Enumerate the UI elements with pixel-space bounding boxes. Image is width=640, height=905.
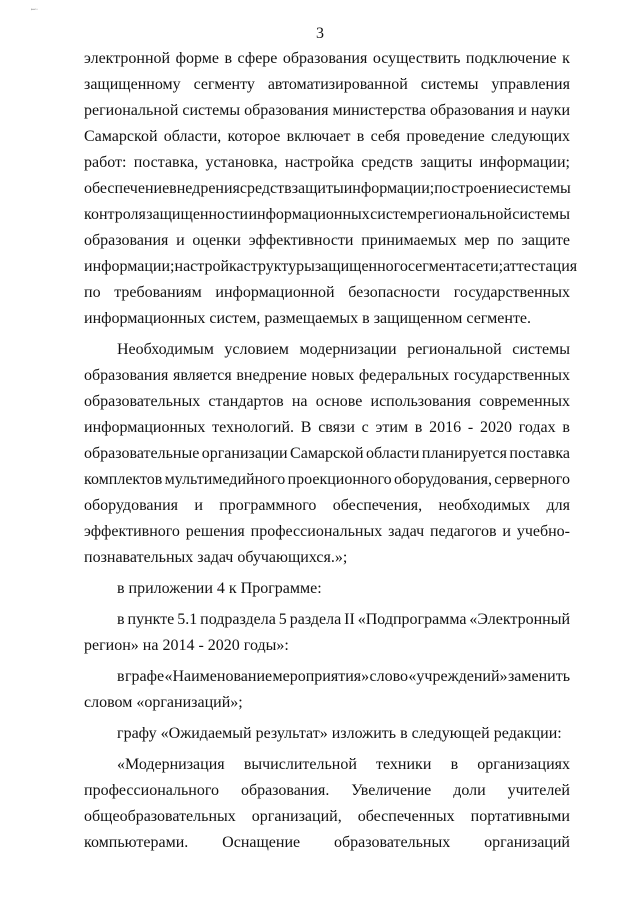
word: в — [562, 419, 570, 436]
word: контроля — [84, 206, 146, 223]
word: управления — [491, 76, 570, 93]
word: сфере — [237, 50, 278, 67]
word: основе — [315, 393, 363, 410]
word: принимаемых — [361, 232, 457, 249]
word: требованиям — [114, 284, 202, 301]
word: программного — [219, 497, 317, 514]
word: образования — [429, 102, 515, 119]
word: образования — [244, 102, 329, 119]
word: графе — [124, 668, 165, 685]
word: информации; — [479, 154, 570, 171]
word: Самарской — [84, 128, 158, 145]
word: общеобразовательных — [84, 808, 236, 825]
word: технологий. — [212, 419, 295, 436]
text-line: информационных систем, размещаемых в защищенном сегменте. — [84, 310, 532, 327]
word: форме — [175, 50, 219, 67]
word: связи — [318, 419, 355, 436]
word: «учреждений» — [408, 668, 508, 685]
word: в — [450, 756, 459, 773]
text-line — [84, 607, 570, 633]
word: организациях — [477, 756, 570, 773]
text-line — [84, 228, 570, 254]
body-text — [84, 46, 578, 856]
text-line — [84, 363, 570, 389]
word: планируется — [421, 445, 507, 462]
word: системы — [513, 180, 571, 197]
text-line — [84, 254, 578, 280]
text-line — [84, 124, 570, 150]
word: пункте — [127, 611, 175, 628]
text-line: в приложении 4 к Программе: — [117, 580, 322, 597]
text-line — [84, 752, 570, 778]
word: системы — [512, 341, 570, 358]
word: информации; — [84, 258, 175, 275]
word: в — [356, 128, 365, 145]
word: системы — [512, 206, 570, 223]
word: себя — [370, 128, 401, 145]
text-line: познавательных задач обучающихся.»; — [84, 549, 348, 566]
word: федеральных — [358, 367, 450, 384]
word: педагогов — [429, 523, 497, 540]
word: систем — [370, 206, 418, 223]
word: образования — [84, 367, 169, 384]
word: «Подпрограмма — [357, 611, 467, 628]
word: на — [291, 393, 308, 410]
text-line — [84, 337, 570, 363]
word: региональной — [417, 206, 512, 223]
text-line — [84, 46, 570, 72]
word: информационных — [84, 419, 206, 436]
word: следующих — [491, 128, 570, 145]
word: в — [224, 50, 233, 67]
word: сети; — [468, 258, 504, 275]
word: профессиональных — [250, 523, 383, 540]
text-line: словом «организаций»; — [84, 694, 243, 711]
word: региональной — [84, 102, 179, 119]
word: поставка, — [133, 154, 199, 171]
word: и — [518, 102, 527, 119]
word: В — [300, 419, 312, 436]
word: необходимых — [438, 497, 531, 514]
text-line — [84, 280, 570, 306]
word: обеспечения, — [332, 497, 423, 514]
word: государственных — [453, 284, 570, 301]
word: проведение — [406, 128, 485, 145]
word: современных — [479, 393, 570, 410]
word: Самарской — [290, 445, 364, 462]
word: модернизации — [299, 341, 397, 358]
word: оборудования, — [393, 471, 492, 488]
text-line — [84, 176, 570, 202]
text-line — [84, 202, 570, 228]
word: в — [117, 668, 125, 685]
word: в — [117, 611, 125, 628]
text-line — [84, 519, 570, 545]
text-line — [84, 830, 570, 856]
word: Увеличение — [351, 782, 432, 799]
word: учебно- — [516, 523, 570, 540]
word: вычислительной — [243, 756, 357, 773]
word: внедрения — [169, 180, 240, 197]
word: мер — [464, 232, 490, 249]
word: Оснащение — [222, 834, 301, 851]
word: с — [361, 419, 369, 436]
word: средств — [361, 154, 413, 171]
word: по — [497, 232, 514, 249]
word: II — [344, 611, 355, 628]
word: сегмента — [407, 258, 469, 275]
word: работ: — [84, 154, 127, 171]
word: этим — [375, 419, 409, 436]
text-line — [84, 441, 570, 467]
word: образовательные — [84, 445, 200, 462]
word: является — [172, 367, 232, 384]
word: безопасности — [348, 284, 441, 301]
word: «Модернизация — [117, 756, 225, 773]
word: установка, — [205, 154, 278, 171]
word: мероприятия» — [272, 668, 370, 685]
word: серверного — [494, 471, 570, 488]
word: эффективности — [248, 232, 354, 249]
text-line — [84, 778, 570, 804]
word: комплектов — [84, 471, 163, 488]
word: оценки — [192, 232, 241, 249]
word: защиты — [291, 180, 344, 197]
word: защиты — [420, 154, 473, 171]
word: информационных — [248, 206, 370, 223]
word: включает — [286, 128, 351, 145]
word: региональной — [407, 341, 502, 358]
word: эффективного — [84, 523, 180, 540]
text-line — [84, 467, 570, 493]
word: образовательных — [334, 834, 451, 851]
word: науки — [530, 102, 570, 119]
word: министерства — [332, 102, 426, 119]
word: образовательных — [84, 393, 201, 410]
word: задач — [388, 523, 425, 540]
word: учителей — [507, 782, 570, 799]
word: Необходимым — [117, 341, 214, 358]
word: слово — [369, 668, 409, 685]
word: сегменту — [193, 76, 255, 93]
word: профессионального — [84, 782, 220, 799]
word: проекционного — [287, 471, 392, 488]
word: компьютерами. — [84, 834, 189, 851]
word: государственных — [453, 367, 570, 384]
word: по — [84, 284, 101, 301]
word: системы — [420, 76, 479, 93]
word: информации; — [343, 180, 435, 197]
word: области, — [163, 128, 222, 145]
word: и — [194, 497, 203, 514]
word: образования — [282, 50, 368, 67]
word: построение — [434, 180, 514, 197]
text-line — [84, 72, 570, 98]
word: области — [365, 445, 420, 462]
word: и — [176, 232, 185, 249]
word: к — [562, 50, 570, 67]
word: заменить — [507, 668, 570, 685]
word: которое — [227, 128, 281, 145]
word: условием — [224, 341, 289, 358]
word: доли — [453, 782, 486, 799]
word: настройка — [174, 258, 244, 275]
word: внедрение — [236, 367, 307, 384]
text-line: графу «Ожидаемый результат» изложить в следующей редакции: — [117, 725, 562, 742]
word: образования — [84, 232, 169, 249]
word: обеспеченных — [357, 808, 455, 825]
word: образования. — [240, 782, 330, 799]
word: - — [467, 419, 474, 436]
page-number: 3 — [316, 25, 324, 42]
word: и — [502, 523, 511, 540]
word: «Электронный — [469, 611, 570, 628]
word: настройка — [284, 154, 354, 171]
text-line — [84, 415, 570, 441]
word: осуществить — [372, 50, 461, 67]
text-line — [84, 804, 570, 830]
word: в — [414, 419, 423, 436]
word: 5 — [278, 611, 287, 628]
word: системы — [182, 102, 241, 119]
word: использования — [370, 393, 471, 410]
word: поставка — [509, 445, 570, 462]
word: портативными — [470, 808, 570, 825]
text-line — [84, 150, 570, 176]
word: обеспечение — [84, 180, 170, 197]
text-line: регион» на 2014 - 2020 годы»: — [84, 637, 289, 654]
word: решения — [185, 523, 245, 540]
text-line — [84, 389, 570, 415]
text-line — [84, 98, 570, 124]
word: подключение — [465, 50, 557, 67]
word: защите — [521, 232, 570, 249]
word: подраздела — [200, 611, 276, 628]
word: защищенности — [146, 206, 249, 223]
word: годах — [518, 419, 556, 436]
text-line — [84, 664, 570, 690]
word: для — [546, 497, 570, 514]
word: 5.1 — [177, 611, 198, 628]
text-line — [84, 493, 570, 519]
corner-mark: i — [29, 8, 39, 11]
word: мультимедийного — [164, 471, 286, 488]
word: стандартов — [208, 393, 284, 410]
word: электронной — [84, 50, 171, 67]
word: защищенного — [314, 258, 408, 275]
word: оборудования — [84, 497, 178, 514]
word: раздела — [289, 611, 342, 628]
word: новых — [311, 367, 355, 384]
word: организации — [201, 445, 288, 462]
word: «Наименование — [164, 668, 273, 685]
word: автоматизированной — [267, 76, 408, 93]
word: организаций — [484, 834, 570, 851]
word: техники — [376, 756, 432, 773]
word: аттестация — [503, 258, 578, 275]
word: средств — [239, 180, 292, 197]
word: структуры — [243, 258, 315, 275]
word: 2020 — [479, 419, 512, 436]
word: информационной — [215, 284, 335, 301]
word: защищенному — [84, 76, 181, 93]
word: 2016 — [429, 419, 462, 436]
word: организаций, — [251, 808, 342, 825]
